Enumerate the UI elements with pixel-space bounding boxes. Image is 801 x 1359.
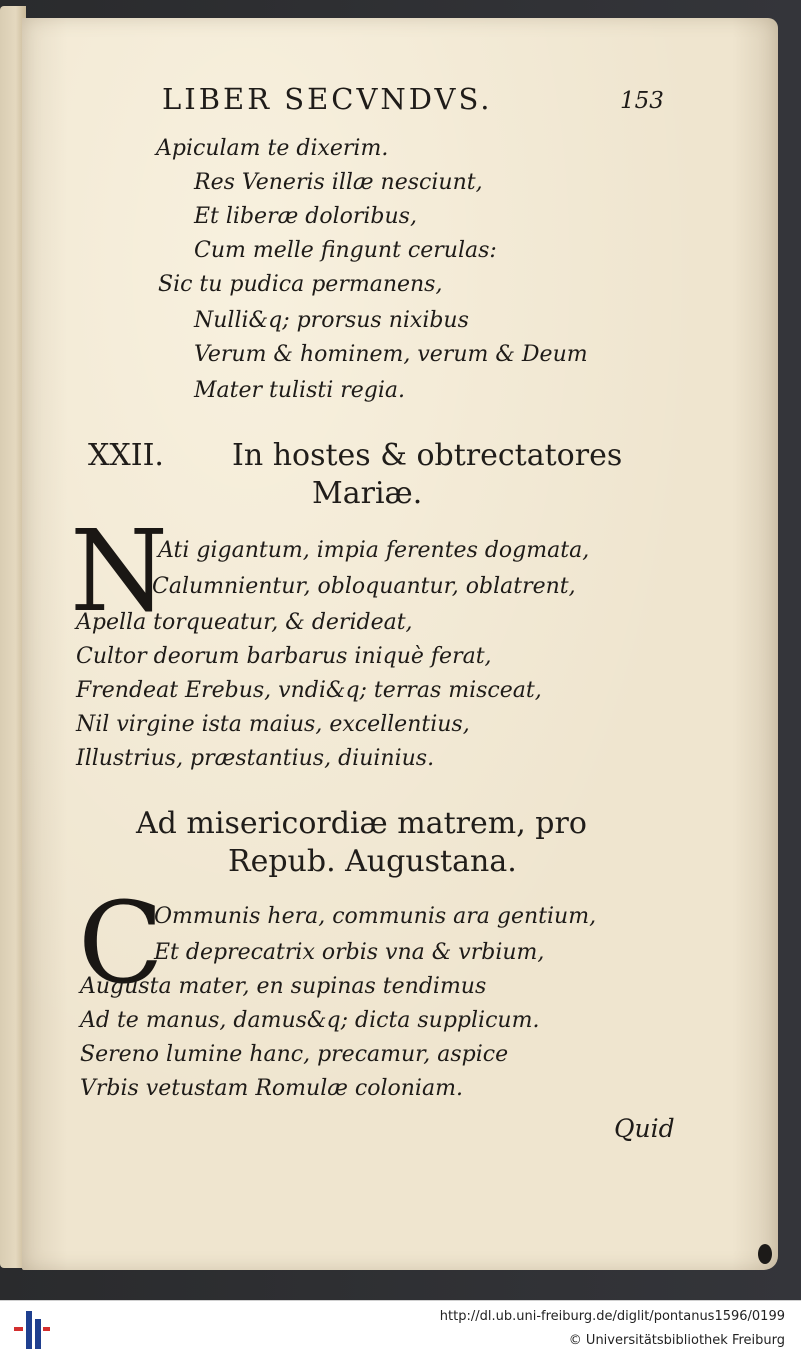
- verse-line: Apella torqueatur, & derideat,: [76, 610, 413, 635]
- viewer-footer: [0, 1300, 801, 1359]
- verse-line: Illustrius, præstantius, diuinius.: [76, 746, 435, 771]
- verse-line: Cultor deorum barbarus iniquè ferat,: [76, 644, 492, 669]
- catchword: Quid: [614, 1114, 675, 1143]
- verse-line: Ad te manus, damus&q; dicta supplicum.: [80, 1008, 540, 1033]
- page-number: 153: [620, 88, 664, 114]
- section-title-continued: Mariæ.: [312, 476, 423, 511]
- verse-line: Augusta mater, en supinas tendimus: [80, 974, 487, 999]
- running-head: LIBER SECVNDVS.: [162, 82, 493, 116]
- verse-line: Apiculam te dixerim.: [156, 136, 389, 161]
- ink-blot: [758, 1244, 772, 1264]
- section-title: In hostes & obtrectatores: [232, 438, 623, 473]
- verse-line: Nulli&q; prorsus nixibus: [194, 308, 469, 333]
- copyright-notice: © Universitätsbibliothek Freiburg: [568, 1333, 785, 1348]
- verse-line: Sic tu pudica permanens,: [158, 272, 443, 297]
- section-title: Ad misericordiæ matrem, pro: [136, 806, 587, 841]
- verse-line: Et liberæ doloribus,: [194, 204, 417, 229]
- verse-line: Cum melle fingunt cerulas:: [194, 238, 497, 263]
- drop-cap-initial: N: [70, 507, 168, 637]
- drop-cap-initial: C: [78, 879, 164, 1009]
- verse-line: Ommunis hera, communis ara gentium,: [154, 904, 597, 929]
- section-number: XXII.: [88, 438, 164, 473]
- verse-line: Sereno lumine hanc, precamur, aspice: [80, 1042, 509, 1067]
- verse-line: Vrbis vetustam Romulæ coloniam.: [80, 1076, 463, 1101]
- verse-line: Ati gigantum, impia ferentes dogmata,: [158, 538, 590, 563]
- university-library-logo-icon: [14, 1311, 50, 1349]
- verse-line: Res Veneris illæ nesciunt,: [194, 170, 483, 195]
- verse-line: Frendeat Erebus, vndi&q; terras misceat,: [76, 678, 542, 703]
- permalink-url[interactable]: http://dl.ub.uni-freiburg.de/diglit/pontanus1596/0199: [439, 1309, 785, 1324]
- verse-line: Verum & hominem, verum & Deum: [194, 342, 588, 367]
- book-page: [22, 18, 778, 1270]
- verse-line: Calumnientur, obloquantur, oblatrent,: [152, 574, 576, 599]
- verse-line: Nil virgine ista maius, excellentius,: [76, 712, 470, 737]
- verse-line: Et deprecatrix orbis vna & vrbium,: [154, 940, 545, 965]
- verse-line: Mater tulisti regia.: [194, 378, 406, 403]
- section-title-continued: Repub. Augustana.: [228, 844, 517, 879]
